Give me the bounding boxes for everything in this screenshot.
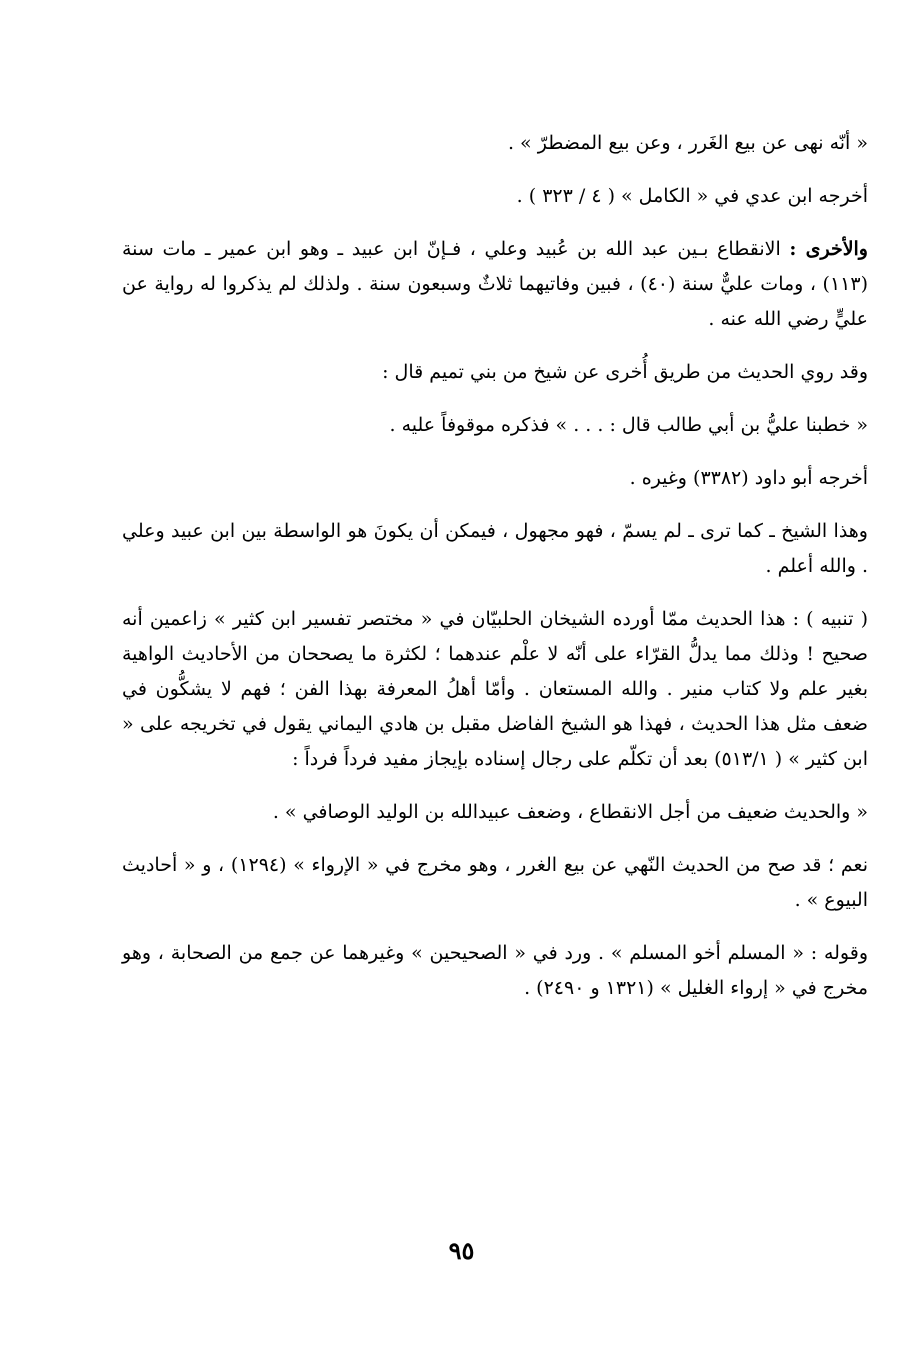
paragraph-3 xyxy=(122,232,868,337)
paragraph-9-text: « والحديث ضعيف من أجل الانقطاع ، وضعف عبيدالله بن الوليد الوصافي » . xyxy=(272,801,868,823)
paragraph-4-text: وقد روي الحديث من طريق أُخرى عن شيخ من بني تميم قال : xyxy=(382,361,868,383)
paragraph-10-text: نعم ؛ قد صح من الحديث النّهي عن بيع الغرر ، وهو مخرج في « الإرواء » (١٢٩٤) ، و « أحاديث البيوع » . xyxy=(122,854,868,911)
paragraph-2-text: أخرجه ابن عدي في « الكامل » ( ٤ / ٣٢٣ ) . xyxy=(516,185,868,207)
paragraph-5-text: « خطبنا عليُّ بن أبي طالب قال : . . . » فذكره موقوفاً عليه . xyxy=(389,414,868,436)
paragraph-3-text: الانقطاع بـين عبد الله بن عُبيد وعلي ، فـإنّ ابن عبيد ـ وهو ابن عمير ـ مات سنة (١١٣) ، ومات عليٌّ سنة (٤٠) ، فبين وفاتيهما ثلاثٌ وسبعون سنة . ولذلك لم يذكروا له رواية عن عليٍّ رضي الله عنه . xyxy=(122,238,868,330)
paragraph-4 xyxy=(122,355,868,390)
paragraph-1-text: « أنّه نهى عن بيع الغَرر ، وعن بيع المضطرّ » . xyxy=(507,132,868,154)
paragraph-10 xyxy=(122,848,868,918)
paragraph-7-text: وهذا الشيخ ـ كما ترى ـ لم يسمّ ، فهو مجهول ، فيمكن أن يكونَ هو الواسطة بين ابن عبيد وعلي . والله أعلم . xyxy=(122,520,868,577)
paragraph-7 xyxy=(122,514,868,584)
paragraph-9 xyxy=(122,795,868,830)
paragraph-11-text: وقوله : « المسلم أخو المسلم » . ورد في « الصحيحين » وغيرهما عن جمع من الصحابة ، وهو مخرج في « إرواء الغليل » (١٣٢١ و ٢٤٩٠) . xyxy=(122,942,868,999)
paragraph-1 xyxy=(122,126,868,161)
page-number: ٩٥ xyxy=(448,1236,475,1265)
page-body-text xyxy=(122,126,868,1006)
paragraph-11 xyxy=(122,936,868,1006)
paragraph-8-text: ( تنبيه ) : هذا الحديث ممّا أورده الشيخان الحلبيّان في « مختصر تفسير ابن كثير » زاعمين أنه صحيح ! وذلك مما يدلُّ القرّاء على أنّه لا علْم عندهما ؛ لكثرة ما يصححان من الأحاديث الواهية بغير علم ولا كتاب منير . والله المستعان . وأمّا أهلُ المعرفة بهذا الفن ؛ فهم لا يشكُّون في ضعف مثل هذا الحديث ، فهذا هو الشيخ الفاضل مقبل بن هادي اليماني يقول في تخريجه على « ابن كثير » ( ٥١٣/١) بعد أن تكلّم على رجال إسناده بإيجاز مفيد فرداً فرداً : xyxy=(122,608,868,770)
paragraph-3-lead: والأخرى : xyxy=(789,238,868,260)
paragraph-6-text: أخرجه أبو داود (٣٣٨٢) وغيره . xyxy=(629,467,868,489)
paragraph-2 xyxy=(122,179,868,214)
paragraph-5 xyxy=(122,408,868,443)
paragraph-8 xyxy=(122,602,868,777)
paragraph-6 xyxy=(122,461,868,496)
